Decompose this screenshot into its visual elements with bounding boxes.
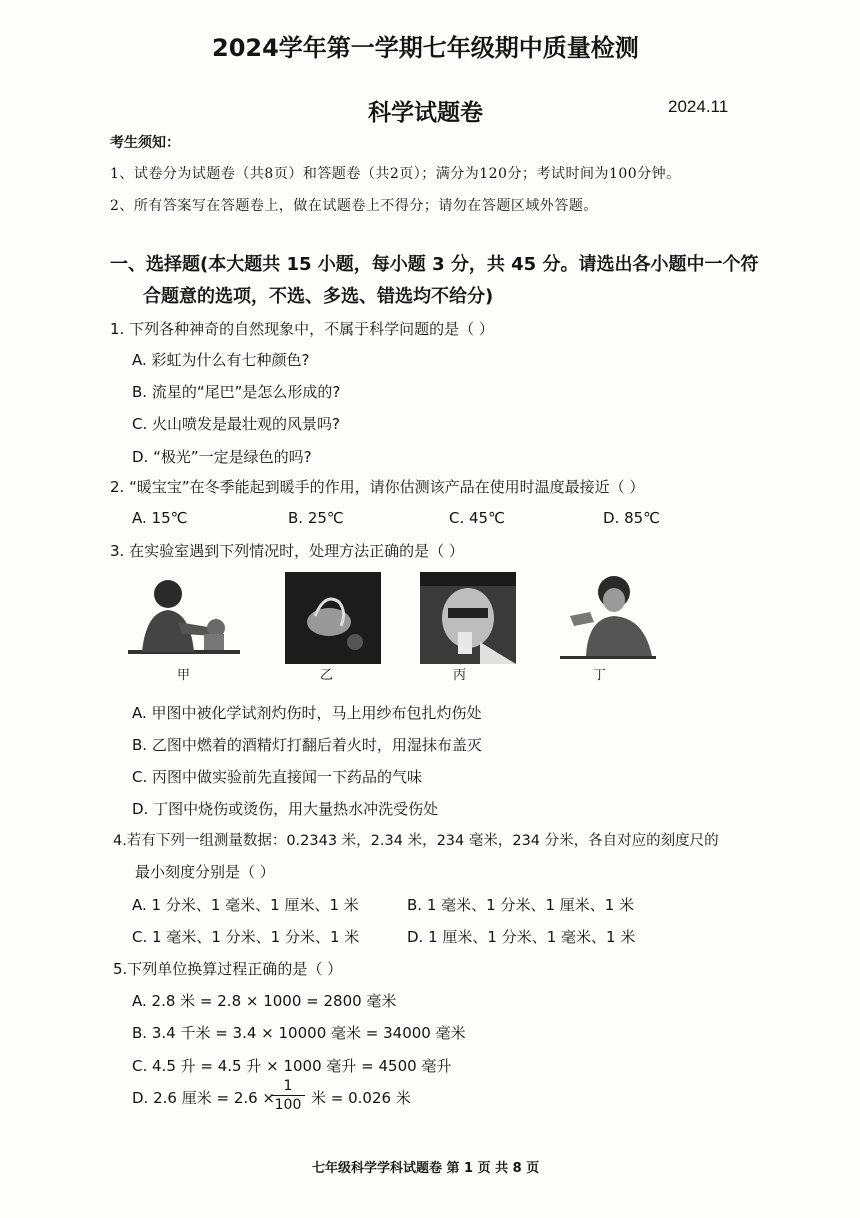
fraction-numerator: 1: [283, 1078, 293, 1094]
question-4-option-d: D. 1 厘米、1 分米、1 毫米、1 米: [407, 928, 636, 946]
question-1-option-d: D. “极光”一定是绿色的吗?: [132, 448, 312, 466]
question-4-stem-line1: 4.若有下列一组测量数据：0.2343 米，2.34 米，234 毫米，234 分米，各自对应的刻度尺的: [113, 833, 719, 849]
question-2-stem: 2. “暖宝宝”在冬季能起到暖手的作用，请你估测该产品在使用时温度最接近（ ）: [110, 478, 645, 496]
question-5-option-d-prefix: D. 2.6 厘米 = 2.6 ×: [132, 1089, 276, 1107]
lab-image-yi: [285, 572, 381, 664]
lab-image-label-bing: 丙: [453, 668, 467, 683]
exam-date: 2024.11: [668, 97, 729, 116]
question-4-option-a: A. 1 分米、1 毫米、1 厘米、1 米: [132, 896, 359, 914]
question-1-option-a: A. 彩虹为什么有七种颜色?: [132, 351, 310, 369]
page-subtitle: 科学试题卷: [368, 100, 483, 126]
question-4-stem-line2: 最小刻度分别是（ ）: [135, 863, 275, 881]
question-3-option-d: D. 丁图中烧伤或烫伤，用大量热水冲洗受伤处: [132, 800, 439, 818]
lab-image-label-yi: 乙: [320, 668, 334, 683]
section-heading-line1: 一、选择题(本大题共 15 小题，每小题 3 分，共 45 分。请选出各小题中一个符: [110, 254, 759, 275]
question-5-option-b: B. 3.4 千米 = 3.4 × 10000 毫米 = 34000 毫米: [132, 1024, 466, 1042]
question-3-option-b: B. 乙图中燃着的酒精灯打翻后着火时，用湿抹布盖灭: [132, 736, 482, 754]
section-heading-line2: 合题意的选项，不选、多选、错选均不给分): [143, 286, 494, 307]
question-2-option-b: B. 25℃: [288, 509, 344, 527]
fraction-denominator: 100: [274, 1097, 302, 1113]
notice-item-1: 1、试卷分为试题卷（共8页）和答题卷（共2页）；满分为120分；考试时间为100分钟。: [110, 166, 681, 182]
lab-image-jia: [128, 572, 240, 664]
question-3-option-c: C. 丙图中做实验前先直接闻一下药品的气味: [132, 768, 423, 786]
question-2-option-a: A. 15℃: [132, 509, 188, 527]
question-1-option-b: B. 流星的“尾巴”是怎么形成的?: [132, 383, 341, 401]
question-3-option-a: A. 甲图中被化学试剂灼伤时，马上用纱布包扎灼伤处: [132, 704, 482, 722]
notice-item-2: 2、所有答案写在答题卷上，做在试题卷上不得分；请勿在答题区域外答题。: [110, 198, 598, 214]
question-2-option-d: D. 85℃: [603, 509, 661, 527]
notice-heading: 考生须知：: [110, 135, 180, 151]
question-2-option-c: C. 45℃: [449, 509, 505, 527]
question-3-stem: 3. 在实验室遇到下列情况时，处理方法正确的是（ ）: [110, 542, 464, 560]
lab-image-label-jia: 甲: [177, 668, 191, 683]
question-1-stem: 1. 下列各种神奇的自然现象中，不属于科学问题的是（ ）: [110, 320, 494, 338]
question-5-option-c: C. 4.5 升 = 4.5 升 × 1000 毫升 = 4500 毫升: [132, 1057, 452, 1075]
lab-image-bing: [420, 572, 516, 664]
lab-image-label-ding: 丁: [593, 668, 607, 683]
question-4-option-b: B. 1 毫米、1 分米、1 厘米、1 米: [407, 896, 635, 914]
question-5-option-d-suffix: 米 = 0.026 米: [311, 1089, 411, 1107]
question-4-option-c: C. 1 毫米、1 分米、1 分米、1 米: [132, 928, 360, 946]
question-5-fraction: [271, 1078, 305, 1113]
page-footer: 七年级科学学科试题卷 第 1 页 共 8 页: [312, 1161, 540, 1176]
question-5-option-a: A. 2.8 米 = 2.8 × 1000 = 2800 毫米: [132, 992, 397, 1010]
fraction-bar: [271, 1095, 305, 1096]
lab-image-ding: [560, 572, 656, 664]
question-1-option-c: C. 火山喷发是最壮观的风景吗?: [132, 415, 340, 433]
page-title: 2024学年第一学期七年级期中质量检测: [212, 34, 639, 62]
question-5-stem: 5.下列单位换算过程正确的是（ ）: [113, 960, 343, 978]
